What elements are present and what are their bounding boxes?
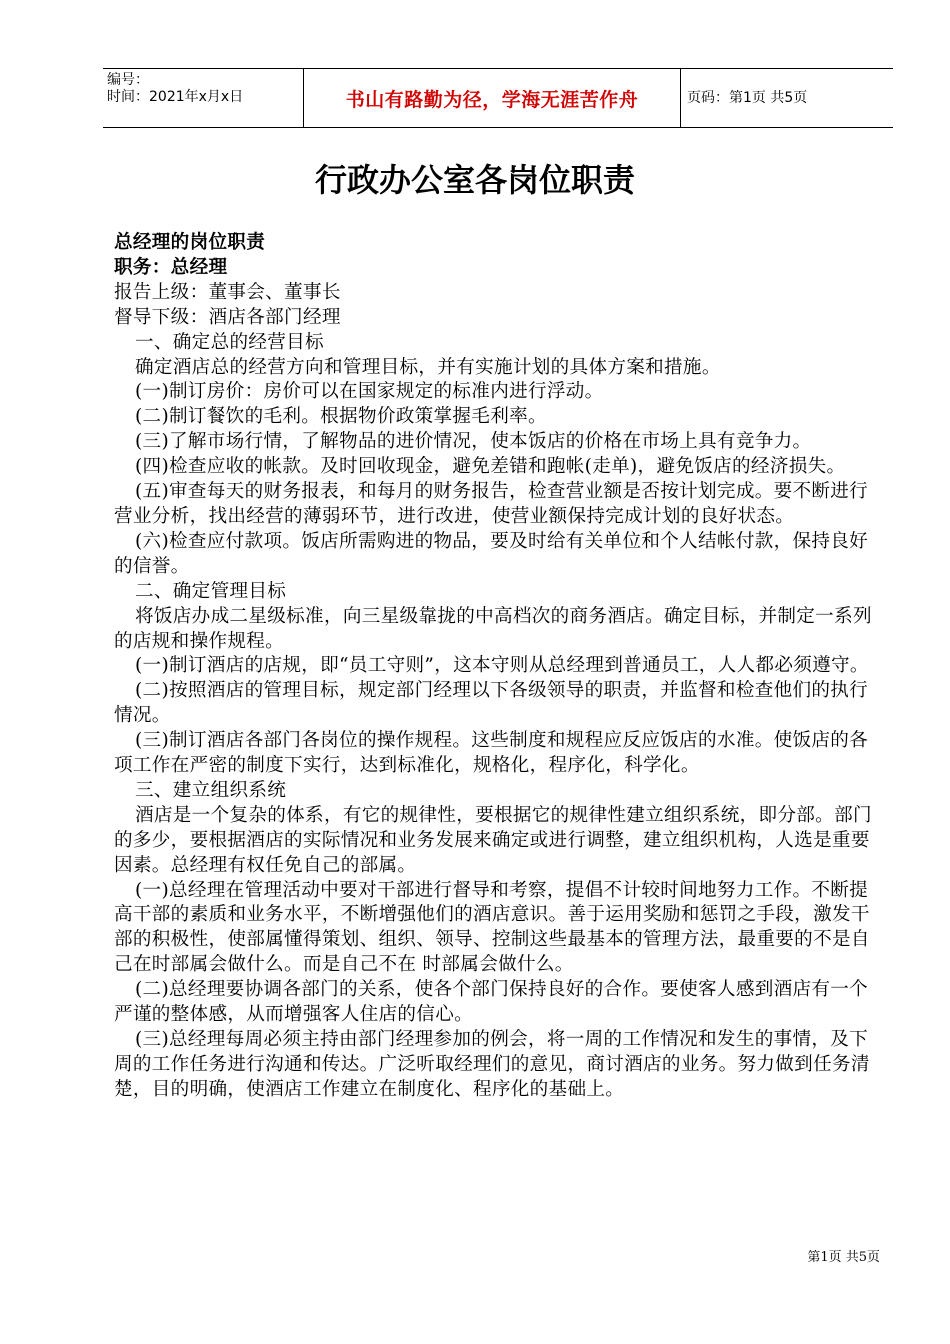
paragraph: 将饭店办成二星级标准，向三星级靠拢的中高档次的商务酒店。确定目标，并制定一系列的店规和操作规程。: [114, 605, 872, 652]
paragraph: (五)审查每天的财务报表，和每月的财务报告，检查营业额是否按计划完成。要不断进行营业分析，找出经营的薄弱环节，进行改进，使营业额保持完成计划的良好状态。: [114, 481, 869, 527]
serial-label: 编号：: [107, 72, 149, 88]
paragraph: (一)制订房价：房价可以在国家规定的标准内进行浮动。: [135, 381, 604, 403]
page-label: 页码：第1页 共5页: [687, 89, 808, 106]
page-footer: 第1页 共5页: [807, 1250, 880, 1265]
page-title: 行政办公室各岗位职责: [314, 161, 635, 199]
paragraph: 酒店是一个复杂的体系，有它的规律性，要根据它的规律性建立组织系统，即分部。部门的多少，要根据酒店的实际情况和业务发展来确定或进行调整，建立组织机构，人选是重要因素。总经理有权任免自己的部属。: [114, 804, 872, 876]
header-page-cell: [679, 69, 893, 127]
reports-to: 报告上级：董事会、董事长: [114, 281, 341, 303]
paragraph: 确定酒店总的经营方向和管理目标，并有实施计划的具体方案和措施。: [135, 356, 721, 378]
paragraph: (一)总经理在管理活动中要对干部进行督导和考察，提倡不计较时间地努力工作。不断提高干部的素质和业务水平，不断增强他们的酒店意识。善于运用奖励和惩罚之手段，激发干部的积极性，使部属懂得策划、组织、领导、控制这些最基本的管理方法，最重要的不是自己在时部属会做什么。而是自己不在 时部属会做什么。: [114, 879, 870, 976]
paragraph: (三)总经理每周必须主持由部门经理参加的例会，将一周的工作情况和发生的事情，及下周的工作任务进行沟通和传达。广泛听取经理们的意见，商讨酒店的业务。努力做到任务清楚，目的明确，使酒店工作建立在制度化、程序化的基础上。: [114, 1029, 870, 1100]
paragraph: 二、确定管理目标: [135, 580, 287, 602]
section-heading: 总经理的岗位职责: [114, 232, 266, 253]
document-header: [103, 68, 893, 128]
paragraph: (二)制订餐饮的毛利。根据物价政策掌握毛利率。: [135, 406, 547, 428]
supervises: 督导下级：酒店各部门经理: [114, 306, 341, 328]
paragraph: (二)按照酒店的管理目标，规定部门经理以下各级领导的职责，并监督和检查他们的执行情况。: [114, 680, 869, 727]
time-label: 时间：2021年x月x日: [107, 89, 244, 105]
paragraph: (三)了解市场行情，了解物品的进价情况，使本饭店的价格在市场上具有竞争力。: [135, 431, 812, 453]
paragraph: 三、建立组织系统: [135, 779, 287, 801]
paragraph: (二)总经理要协调各部门的关系，使各个部门保持良好的合作。要使客人感到酒店有一个严谨的整体感，从而增强客人住店的信心。: [114, 979, 869, 1026]
paragraph: (六)检查应付款项。饭店所需购进的物品，要及时给有关单位和个人结帐付款，保持良好的信誉。: [114, 530, 869, 577]
paragraph: (一)制订酒店的店规，即“员工守则”，这本守则从总经理到普通员工，人人都必须遵守。: [135, 655, 869, 677]
header-meta: [103, 69, 303, 127]
paragraph: (四)检查应收的帐款。及时回收现金，避免差错和跑帐(走单)，避免饭店的经济损失。: [135, 456, 846, 478]
header-motto-cell: [303, 69, 681, 127]
paragraph: (三)制订酒店各部门各岗位的操作规程。这些制度和规程应反应饭店的水准。使饭店的各项工作在严密的制度下实行，达到标准化，规格化，程序化，科学化。: [114, 730, 869, 777]
motto-text: 书山有路勤为径，学海无涯苦作舟: [345, 88, 639, 111]
document-body: [114, 231, 886, 1103]
paragraph: 一、确定总的经营目标: [135, 331, 324, 353]
position-label: 职务：总经理: [114, 256, 228, 278]
